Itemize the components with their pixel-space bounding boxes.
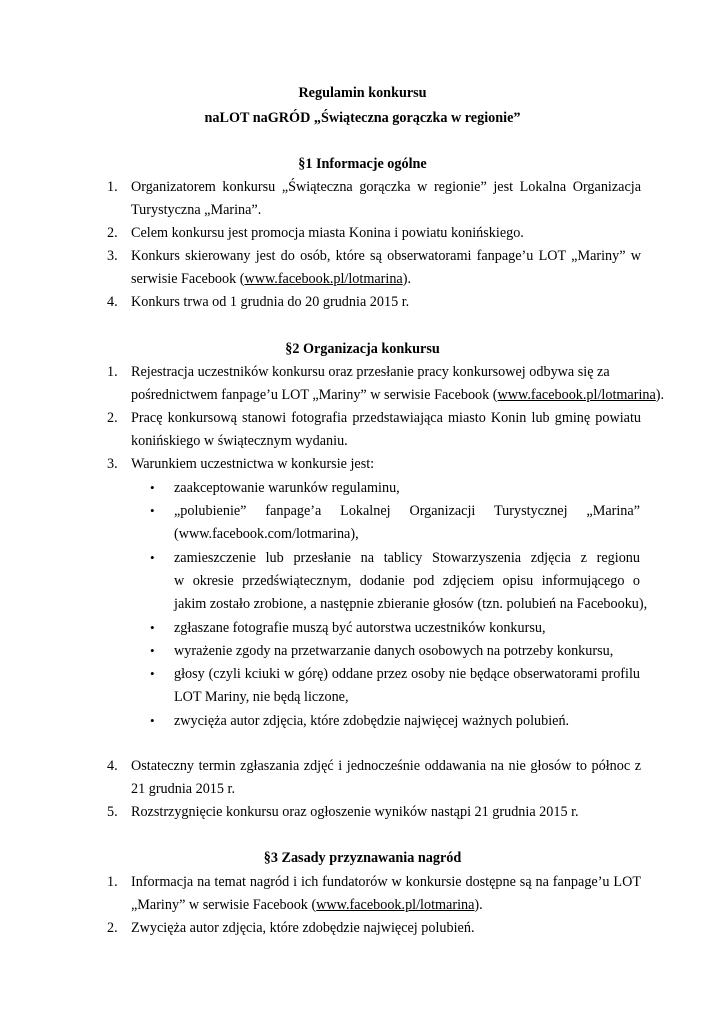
bullet-6-line-2: LOT Mariny, nie będą liczone, [174, 689, 349, 705]
bullet-icon: • [150, 550, 155, 565]
bullet-3-line-3: jakim zostało zrobione, a następnie zbieranie głosów (tzn. polubień na Facebooku), [174, 596, 648, 612]
s2-item-1-number: 1. [107, 364, 118, 380]
section-1-heading: §1 Informacje ogólne [298, 156, 427, 172]
facebook-link[interactable]: www.facebook.pl/lotmarina [316, 897, 475, 913]
s1-item-3-line-2 [131, 270, 411, 288]
s1-item-1-number: 1. [107, 179, 118, 195]
s1-item-4-number: 4. [107, 294, 118, 310]
s2-item-1-text-end: ). [655, 387, 665, 403]
s3-item-2-number: 2. [107, 920, 118, 936]
s2-item-3-number: 3. [107, 456, 118, 472]
s2-item-4-line-1: Ostateczny termin zgłaszania zdjęć i jednocześnie oddawania na nie głosów to północ z [131, 758, 641, 774]
facebook-link[interactable]: www.facebook.pl/lotmarina [244, 271, 403, 287]
bullet-icon: • [150, 713, 155, 728]
s2-item-4-number: 4. [107, 758, 118, 774]
section-2-heading: §2 Organizacja konkursu [285, 341, 440, 357]
s1-item-2-number: 2. [107, 225, 118, 241]
bullet-1-line-1: zaakceptowanie warunków regulaminu, [174, 480, 400, 496]
s2-item-2-line-1: Pracę konkursową stanowi fotografia przedstawiająca miasto Konin lub gminę powiatu [131, 410, 641, 426]
s3-item-1-line-1: Informacja na temat nagród i ich fundatorów w konkursie dostępne są na fanpage’u LOT [131, 874, 641, 890]
s1-item-3-line-1: Konkurs skierowany jest do osób, które są obserwatorami fanpage’u LOT „Mariny” w [131, 248, 641, 264]
document-subtitle: naLOT naGRÓD „Świąteczna gorączka w regionie” [204, 110, 521, 126]
s3-item-1-number: 1. [107, 874, 118, 890]
bullet-icon: • [150, 480, 155, 495]
s2-item-1-line-2 [131, 386, 664, 404]
s2-item-4-line-2: 21 grudnia 2015 r. [131, 781, 236, 797]
s1-item-3-text: serwisie Facebook ( [131, 271, 245, 287]
s2-item-5-line-1: Rozstrzygnięcie konkursu oraz ogłoszenie wyników nastąpi 21 grudnia 2015 r. [131, 804, 579, 820]
s3-item-1-line-2 [131, 896, 483, 914]
s2-item-2-line-2: konińskiego w świątecznym wydaniu. [131, 433, 348, 449]
s2-item-1-text: pośrednictwem fanpage’u LOT „Mariny” w serwisie Facebook ( [131, 387, 498, 403]
bullet-2-line-2: (www.facebook.com/lotmarina), [174, 526, 359, 542]
bullet-7-line-1: zwycięża autor zdjęcia, które zdobędzie najwięcej ważnych polubień. [174, 713, 570, 729]
bullet-3-line-1: zamieszczenie lub przesłanie na tablicy Stowarzyszenia zdjęcia z regionu [174, 550, 640, 566]
s3-item-2-line-1: Zwycięża autor zdjęcia, które zdobędzie najwięcej polubień. [131, 920, 475, 936]
s1-item-1-line-1: Organizatorem konkursu „Świąteczna gorączka w regionie” jest Lokalna Organizacja [131, 179, 641, 195]
s1-item-2-line-1: Celem konkursu jest promocja miasta Konina i powiatu konińskiego. [131, 225, 524, 241]
section-3-heading: §3 Zasady przyznawania nagród [263, 850, 462, 866]
s2-item-3-line-1: Warunkiem uczestnictwa w konkursie jest: [131, 456, 375, 472]
bullet-6-line-1: głosy (czyli kciuki w górę) oddane przez osoby nie będące obserwatorami profilu [174, 666, 640, 682]
s1-item-1-line-2: Turystyczna „Marina”. [131, 202, 262, 218]
s2-item-5-number: 5. [107, 804, 118, 820]
bullet-icon: • [150, 666, 155, 681]
s3-item-1-text-end: ). [474, 897, 483, 913]
bullet-3-line-2: w okresie przedświątecznym, dodanie pod zdjęciem opisu informującego o [174, 573, 640, 589]
bullet-icon: • [150, 643, 155, 658]
s2-item-1-line-1: Rejestracja uczestników konkursu oraz przesłanie pracy konkursowej odbywa się za [131, 364, 610, 380]
document-title: Regulamin konkursu [298, 85, 427, 101]
facebook-link[interactable]: www.facebook.pl/lotmarina [497, 387, 656, 403]
bullet-5-line-1: wyrażenie zgody na przetwarzanie danych osobowych na potrzeby konkursu, [174, 643, 614, 659]
bullet-2-line-1: „polubienie” fanpage’a Lokalnej Organizacji Turystycznej „Marina” [174, 503, 640, 519]
s2-item-2-number: 2. [107, 410, 118, 426]
s3-item-1-text: „Mariny” w serwisie Facebook ( [131, 897, 317, 913]
bullet-icon: • [150, 503, 155, 518]
bullet-4-line-1: zgłaszane fotografie muszą być autorstwa uczestników konkursu, [174, 620, 546, 636]
bullet-icon: • [150, 620, 155, 635]
s1-item-3-number: 3. [107, 248, 118, 264]
s1-item-3-text-end: ). [402, 271, 411, 287]
s1-item-4-line-1: Konkurs trwa od 1 grudnia do 20 grudnia 2015 r. [131, 294, 410, 310]
